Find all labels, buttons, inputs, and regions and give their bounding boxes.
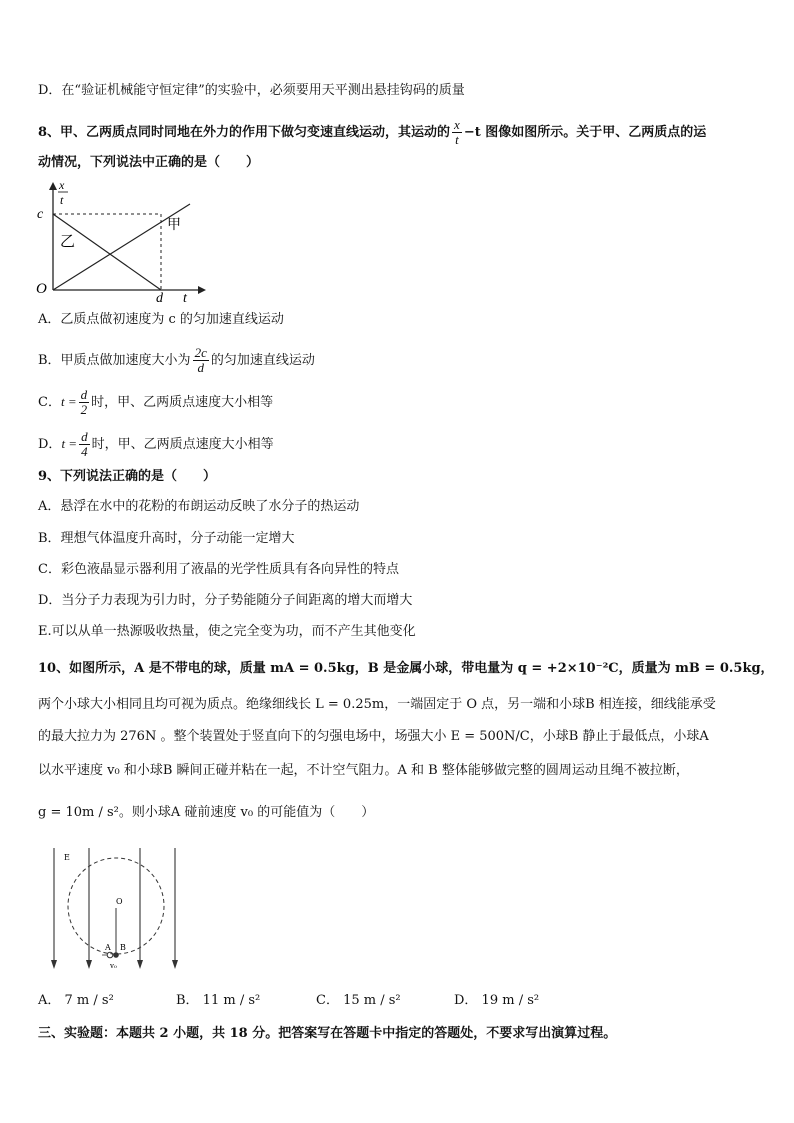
q8-xt-graph: [30, 178, 210, 308]
q8-option-c-pre: C．: [38, 395, 61, 410]
field-arrow-icon: [51, 960, 57, 969]
q9-option-e: E.可以从单一热源吸收热量，使之完全变为功，而不产生其他变化: [38, 624, 416, 639]
field-arrow-icon: [86, 960, 92, 969]
q8-option-c-den: 2: [80, 402, 88, 417]
q8-frac-num: x: [454, 117, 460, 132]
t-axis-label: t: [183, 291, 187, 306]
q8-frac-den: t: [455, 132, 459, 147]
q9-option-d: D．当分子力表现为引力时，分子势能随分子间距离的增大而增大: [38, 593, 413, 608]
q8-option-b: [38, 346, 315, 375]
q9-option-c: C．彩色液晶显示器利用了液晶的光学性质具有各向异性的特点: [38, 562, 399, 577]
q8-option-c-post: 时，甲、乙两质点速度大小相等: [91, 395, 274, 410]
y-label-num: x: [59, 178, 65, 192]
q8-option-d-t: t =: [61, 436, 78, 451]
c-label: c: [37, 207, 44, 222]
q7-option-d: D．在“验证机械能守恒定律”的实验中，必须要用天平测出悬挂钩码的质量: [38, 83, 465, 98]
field-arrow-icon: [137, 960, 143, 969]
q10-stem-line5: g = 10m / s²。则小球A 碰前速度 v₀ 的可能值为（ ）: [38, 805, 375, 820]
q10-field-figure: [44, 842, 194, 978]
origin-label: O: [36, 281, 47, 297]
q8-option-b-fraction: [193, 346, 209, 375]
q9-stem: 9、下列说法正确的是（ ）: [38, 469, 217, 484]
q10-option-b: B． 11 m / s²: [176, 993, 261, 1008]
q10-option-a: A． 7 m / s²: [38, 993, 114, 1008]
q8-option-b-post: 的匀加速直线运动: [210, 353, 315, 368]
q8-stem-fraction: [452, 118, 462, 147]
x-axis-arrow-icon: [198, 286, 206, 294]
q8-option-a: A．乙质点做初速度为 c 的匀加速直线运动: [38, 312, 284, 327]
q10-stem-line3: 的最大拉力为 276N 。整个装置处于竖直向下的匀强电场中，场强大小 E = 500N/C，小球B 静止于最低点，小球A: [38, 729, 709, 744]
q8-stem-line2: 动情况，下列说法中正确的是（ ）: [38, 155, 260, 170]
section-3-heading: 三、实验题：本题共 2 小题，共 18 分。把答案写在答题卡中指定的答题处，不要求写出演算过程。: [38, 1026, 617, 1041]
b-label: B: [120, 943, 126, 952]
q10-stem-line1: 10、如图所示，A 是不带电的球，质量 mA = 0.5kg，B 是金属小球，带电量为 q = +2×10⁻²C，质量为 mB = 0.5kg，: [38, 661, 774, 676]
y-label-den: t: [60, 193, 64, 207]
q8-option-d-den: 4: [81, 444, 88, 459]
y-axis-arrow-icon: [49, 182, 57, 190]
q8-option-c-fraction: [79, 388, 90, 417]
q8-stem-a: 8、甲、乙两质点同时同地在外力的作用下做匀变速直线运动，其运动的: [38, 125, 451, 140]
e-label: E: [64, 853, 70, 862]
q8-option-c: [38, 388, 273, 417]
q8-option-d-post: 时，甲、乙两质点速度大小相等: [91, 437, 274, 452]
q8-option-d-num: d: [81, 429, 88, 444]
q8-option-c-t: t =: [60, 394, 77, 409]
yi-label: 乙: [60, 232, 76, 250]
q10-stem-line4: 以水平速度 v₀ 和小球B 瞬间正碰并粘在一起，不计空气阻力。A 和 B 整体能够做完整的圆周运动且绳不被拉断，: [38, 763, 689, 778]
q9-option-a: A．悬浮在水中的花粉的布朗运动反映了水分子的热运动: [38, 499, 360, 514]
q8-option-b-num: 2c: [194, 345, 207, 360]
q10-option-c: C． 15 m / s²: [316, 993, 401, 1008]
q8-stem-b: −t 图像如图所示。关于甲、乙两质点的运: [463, 125, 707, 140]
q9-option-b: B．理想气体温度升高时，分子动能一定增大: [38, 531, 295, 546]
q8-option-d-fraction: [79, 430, 90, 459]
yi-line: [53, 214, 161, 290]
q8-option-c-num: d: [80, 387, 88, 402]
q8-option-b-pre: B．甲质点做加速度大小为: [38, 353, 191, 368]
v0-label: v₀: [110, 962, 117, 970]
d-label: d: [156, 291, 163, 306]
q8-stem-line1: [38, 118, 706, 147]
q8-option-d: [38, 430, 274, 459]
q8-option-d-pre: D．: [38, 437, 62, 452]
q10-options: [38, 992, 539, 1010]
ball-a: [107, 952, 113, 958]
q10-option-d: D． 19 m / s²: [454, 993, 540, 1008]
a-label: A: [105, 943, 111, 952]
q10-stem-line2: 两个小球大小相同且均可视为质点。绝缘细线长 L = 0.25m，一端固定于 O 点，另一端和小球B 相连接，细线能承受: [38, 697, 716, 712]
ball-b: [113, 952, 119, 958]
o-label: O: [116, 897, 123, 906]
jia-label: 甲: [167, 217, 181, 233]
q8-option-b-den: d: [197, 360, 204, 375]
field-arrow-icon: [172, 960, 178, 969]
